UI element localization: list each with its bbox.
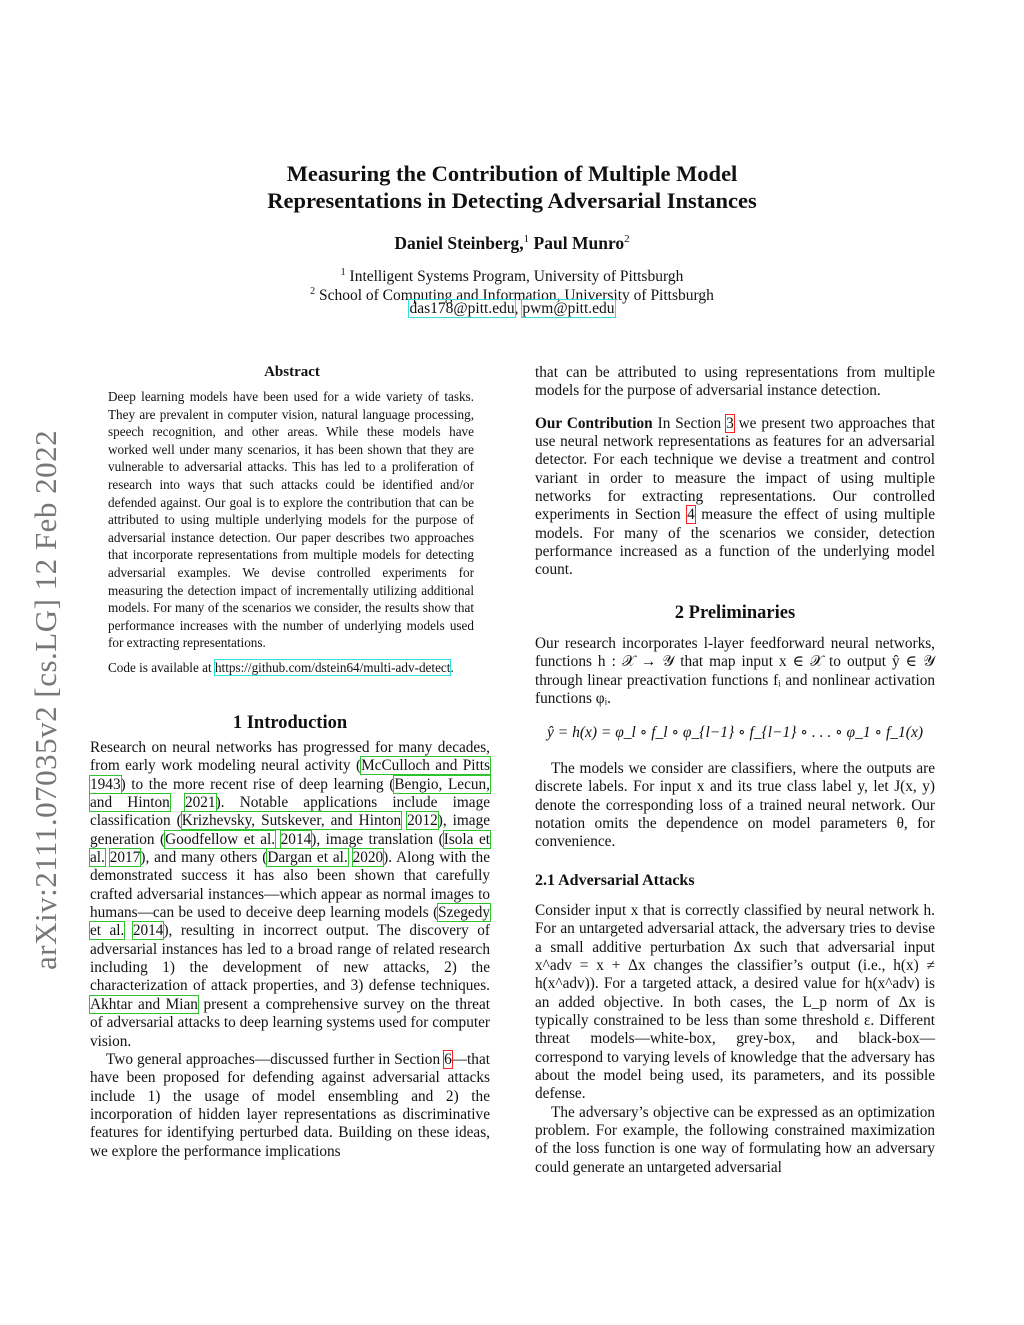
intro-text: Two general approaches—discussed further in Section: [106, 1050, 445, 1068]
affiliation-1-mark: 1: [340, 267, 346, 278]
email-link-1[interactable]: das178@pitt.edu: [409, 300, 515, 317]
intro-text: Research on neural networks has progressed for many decades, from early work modeling neural activity (: [90, 739, 490, 775]
intro-text: ), resulting in incorrect output. The discovery of adversarial instances has led to a broad range of related research including 1) the development of new attacks, 2) the characterization of attack properties, and 3) defense techniques.: [90, 922, 491, 995]
author-1: Daniel Steinberg,: [394, 233, 524, 253]
intro-text: ), image translation (: [311, 830, 444, 848]
author-emails: [0, 300, 1024, 318]
email-separator: ,: [514, 300, 519, 317]
section-ref-link[interactable]: 4: [687, 506, 695, 524]
section-ref-link[interactable]: 3: [726, 414, 734, 432]
citation-link[interactable]: Krizhevsky, Sutskever, and Hinton: [181, 812, 402, 830]
right-column-top: [535, 364, 935, 580]
author-list: [0, 233, 1024, 254]
citation-year-link[interactable]: 2017: [109, 849, 141, 867]
contribution-text: In Section: [652, 414, 727, 432]
adversarial-paragraph-1: Consider input x that is correctly classified by neural network h. For an untargeted adversarial attack, the adversary tries to devise a small additive perturbation Δx such that adversarial input x^adv = x + Δx changes the classifier’s output (i.e., h(x) ≠ h(x^adv)). For a targeted attack, a desired value for h(x^adv) is an added objective. In both cases, the L_p norm of Δx is typically constrained to be less than some threshold ε. Different threat models—white-box, grey-box, and black-box—correspond to varying levels of knowledge that the adversary has about the model being used, its parameters, and its possible defense.: [535, 902, 935, 1103]
intro-text: ), image generation (: [90, 812, 491, 848]
contribution-paragraph: [535, 415, 935, 580]
preliminaries-heading: 2 Preliminaries: [674, 603, 796, 623]
code-suffix: .: [450, 660, 454, 675]
citation-year-link[interactable]: 2012: [407, 812, 438, 830]
author-1-affil: 1: [523, 233, 530, 246]
citation-year-link[interactable]: 2014: [132, 922, 164, 940]
intro-text: —that have been proposed for defending against adversarial attacks include 1) the usage of model ensembling and 2) the incorporation of hidden layer representations as discriminative features for identifying perturbed data. Building on these ideas, we explore the performance implications: [90, 1050, 490, 1160]
citation-link[interactable]: Dargan et al.: [267, 849, 348, 867]
contribution-text: measure the effect of using multiple models. For many of the scenarios we consider, detection performance increased as a function of the underlying model count.: [535, 506, 935, 579]
continued-paragraph: that can be attributed to using representations from multiple models for the purpose of adversarial instance detection.: [535, 364, 935, 400]
adversarial-attacks-heading: 2.1 Adversarial Attacks: [535, 872, 695, 889]
affiliation-1-text: Intelligent Systems Program, University of Pittsburgh: [349, 268, 684, 286]
citation-link[interactable]: Goodfellow et al.: [165, 830, 276, 848]
code-availability: [108, 659, 474, 677]
title-line-2: Representations in Detecting Adversarial Instances: [267, 188, 757, 213]
paper-title: [0, 160, 1024, 214]
intro-text: ) to the more recent rise of deep learning (: [120, 775, 395, 793]
intro-heading: 1 Introduction: [232, 713, 348, 733]
affiliation-2-mark: 2: [310, 286, 316, 297]
intro-paragraph-2: [90, 1051, 490, 1161]
citation-link[interactable]: McCulloch and Pitts: [361, 757, 490, 775]
contribution-text: we present two approaches that use neural network representations as features for an adversarial detector. For each technique we devise a treatment and control variant in order to measure the impact of using multiple networks for extracting representations. Our controlled experiments in Section: [535, 414, 935, 524]
citation-link[interactable]: Isola et al.: [90, 830, 490, 867]
email-link-2[interactable]: pwm@pitt.edu: [522, 300, 615, 317]
title-line-1: Measuring the Contribution of Multiple Model: [286, 161, 738, 186]
arxiv-stamp: arXiv:2111.07035v2 [cs.LG] 12 Feb 2022: [28, 429, 63, 970]
affiliation-2-text: School of Computing and Information, University of Pittsburgh: [318, 287, 714, 305]
intro-text: ). Notable applications include image classification (: [90, 794, 491, 830]
abstract-body: Deep learning models have been used for a wide variety of tasks. They are prevalent in computer vision, natural language processing, speech recognition, and other areas. While these models have worked well under many scenarios, it has been shown that they are vulnerable to adversarial attacks. This has led to a proliferation of research into ways that such attacks could be identified and/or defended against. Our goal is to explore the contribution that can be attributed to using multiple underlying models for the purpose of adversarial instance detection. Our paper describes two approaches that incorporate representations from multiple models for detecting adversarial examples. We devise controlled experiments for measuring the detection impact of incrementally utilizing additional models. For many of the scenarios we consider, the results show that performance increases with the number of underlying models used for extracting representations.: [108, 389, 474, 651]
citation-year-link[interactable]: 1943: [90, 775, 121, 793]
adversarial-paragraph-2: The adversary’s objective can be expressed as an optimization problem. For example, the following constrained maximization of the loss function is one way of formulating how an adversary could generate an untargeted adversarial: [535, 1103, 935, 1176]
abstract-heading: Abstract: [264, 364, 320, 380]
contribution-heading: Our Contribution: [535, 414, 653, 432]
citation-link[interactable]: Bengio, Lecun, and Hinton: [90, 775, 490, 812]
intro-text: ), and many others (: [140, 849, 268, 867]
author-2: Paul Munro: [533, 233, 625, 253]
equation-composition: ŷ = h(x) = φ_l ∘ f_l ∘ φ_{l−1} ∘ f_{l−1} ∘ . . . ∘ φ_1 ∘ f_1(x): [546, 724, 923, 741]
author-2-affil: 2: [624, 233, 630, 246]
code-prefix: Code is available at: [108, 660, 215, 675]
citation-year-link[interactable]: 2014: [280, 830, 312, 848]
preliminaries-text-2: The models we consider are classifiers, where the outputs are discrete labels. For input x and its true class label y, let J(x, y) denote the corresponding loss of a trained neural network. Our notation omits the dependence on model parameters θ, for convenience.: [535, 760, 935, 851]
code-link[interactable]: https://github.com/dstein64/multi-adv-detect: [214, 660, 451, 675]
citation-year-link[interactable]: 2021: [184, 794, 216, 812]
citation-year-link[interactable]: 2020: [352, 849, 384, 867]
citation-link[interactable]: Akhtar and Mian: [90, 995, 198, 1013]
preliminaries-text-1: Our research incorporates l-layer feedforward neural networks, functions h : 𝒳 → 𝒴 that map input x ∈ 𝒳 to output ŷ ∈ 𝒴 through linear preactivation functions fᵢ and nonlinear activation functions φᵢ.: [535, 635, 935, 708]
intro-text: ). Along with the demonstrated success it has also been shown that carefully crafted adversarial instances—which appear as normal images to humans—can be used to deceive deep learning models (: [90, 849, 490, 922]
intro-paragraph-1: [90, 739, 490, 1051]
intro-text: present a comprehensive survey on the threat of adversarial attacks to deep learning systems used for computer vision.: [90, 995, 490, 1050]
section-ref-link[interactable]: 6: [444, 1050, 452, 1068]
intro-body: [90, 739, 490, 1161]
adversarial-attacks-text: [535, 902, 935, 1177]
citation-link[interactable]: Szegedy et al.: [90, 904, 490, 940]
